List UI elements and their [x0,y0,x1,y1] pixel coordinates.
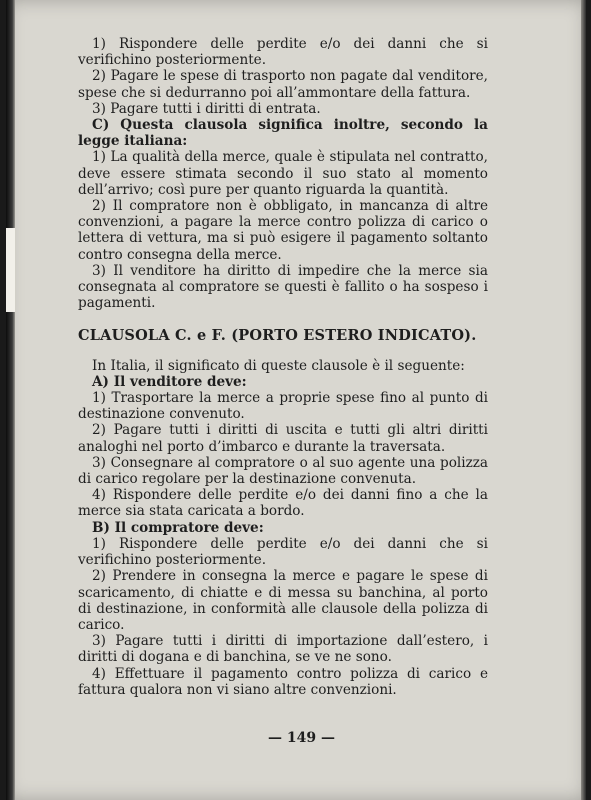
paragraph: 1) La qualità della merce, quale è stipulata nel contratto, deve essere stimata secondo il suo stato al momento dell’arrivo; così pure per quanto riguarda la quantità. [78,149,488,198]
paragraph: 1) Rispondere delle perdite e/o dei danni che si verifichino posteriormente. [78,535,488,569]
page-number: — 149 — [268,730,335,746]
paragraph: 4) Rispondere delle perdite e/o dei danni fino a che la merce sia stata caricata a bordo. [78,487,488,520]
paragraph: 2) Prendere in consegna la merce e pagare le spese di scaricamento, di chiatte e di messa su banchina, al porto di destinazione, in conformità alle clausole della polizza di carico. [78,568,488,633]
section-heading: CLAUSOLA C. e F. (PORTO ESTERO INDICATO). [78,327,477,345]
spine-tab [6,228,15,312]
paragraph: 2) Pagare le spese di trasporto non pagate dal venditore, spese che si dedurranno poi all’ammontare della fattura. [78,68,488,101]
subsection-heading: A) Il venditore deve: [92,373,247,390]
subsection-heading: C) Questa clausola significa inoltre, secondo la legge italiana: [78,117,488,150]
paragraph: 3) Consegnare al compratore o al suo agente una polizza di carico regolare per la destinazione convenuta. [78,454,488,488]
page-spine-shadow [6,0,15,800]
paragraph: 2) Pagare tutti i diritti di uscita e tutti gli altri diritti analoghi nel porto d’imbarco e durante la traversata. [78,422,488,455]
page-right-edge [581,0,586,800]
paragraph: 3) Il venditore ha diritto di impedire che la merce sia consegnata al compratore se questi è fallito o ha sospeso i pagamenti. [78,262,488,312]
paragraph: 2) Il compratore non è obbligato, in mancanza di altre convenzioni, a pagare la merce contro polizza di carico o lettera di vettura, ma si può esigere il pagamento soltanto contro consegna della merce. [78,198,488,263]
book-page [6,0,586,800]
page-text [78,36,488,698]
subsection-heading: B) Il compratore deve: [92,519,264,536]
paragraph: 1) Rispondere delle perdite e/o dei danni che si verifichino posteriormente. [78,36,488,69]
paragraph: In Italia, il significato di queste clausole è il seguente: [92,357,465,374]
paragraph: 3) Pagare tutti i diritti di entrata. [92,100,321,117]
paragraph: 3) Pagare tutti i diritti di importazione dall’estero, i diritti di dogana e di banchina, se ve ne sono. [78,633,488,666]
paragraph: 1) Trasportare la merce a proprie spese fino al punto di destinazione convenuto. [78,390,488,423]
paragraph: 4) Effettuare il pagamento contro polizza di carico e fattura qualora non vi siano altre convenzioni. [78,665,488,698]
